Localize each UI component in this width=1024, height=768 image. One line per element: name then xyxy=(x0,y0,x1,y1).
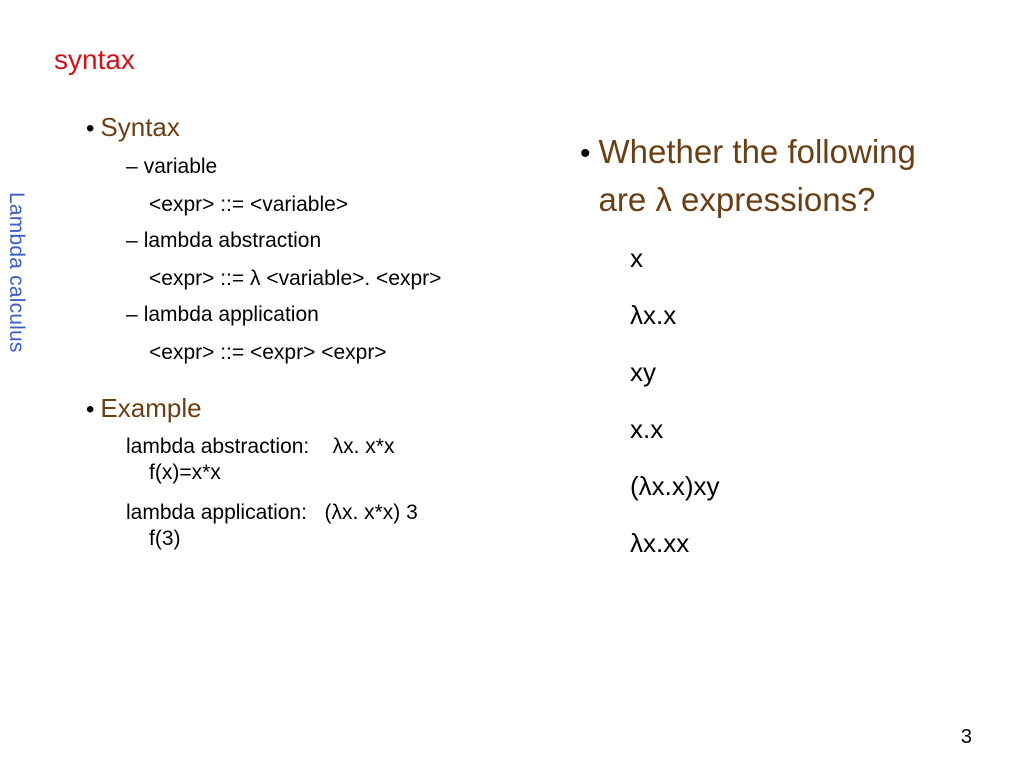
left-column xyxy=(86,112,546,552)
expression-item: (λx.x)xy xyxy=(630,471,720,501)
expression-item: x.x xyxy=(630,414,664,444)
right-column xyxy=(580,128,1000,572)
bullet-icon: • xyxy=(86,396,95,423)
expression-item: xy xyxy=(630,357,656,387)
expression-item: x xyxy=(630,243,643,273)
question-line-2: are λ expressions? xyxy=(598,181,876,218)
slide-title: syntax xyxy=(54,44,135,75)
side-title: Lambda calculus xyxy=(5,192,28,353)
question-bullet xyxy=(580,128,1000,224)
syntax-item xyxy=(126,229,546,253)
dash-icon: – xyxy=(126,303,138,326)
grammar-rule: <expr> ::= λ <variable>. <expr> xyxy=(149,267,442,290)
expression-list xyxy=(630,230,1000,572)
example-function: f(3) xyxy=(149,527,181,550)
syntax-item-label: lambda abstraction xyxy=(143,229,322,252)
example-item xyxy=(126,434,546,486)
example-bullet xyxy=(86,393,546,424)
syntax-item-label: variable xyxy=(143,155,218,178)
syntax-item-label: lambda application xyxy=(143,303,319,326)
page-number: 3 xyxy=(960,726,972,748)
syntax-heading: Syntax xyxy=(100,112,180,142)
grammar-rule: <expr> ::= <variable> xyxy=(149,193,349,216)
bullet-icon: • xyxy=(580,137,591,170)
example-line: lambda application: (λx. x*x) 3 xyxy=(126,501,418,524)
syntax-bullet xyxy=(86,112,546,143)
syntax-item xyxy=(126,303,546,327)
expression-item: λx.xx xyxy=(630,528,690,558)
example-heading: Example xyxy=(100,393,202,423)
bullet-icon: • xyxy=(86,115,95,142)
example-line: lambda abstraction: λx. x*x xyxy=(126,435,395,458)
dash-icon: – xyxy=(126,229,138,252)
example-function: f(x)=x*x xyxy=(149,461,221,484)
grammar-rule: <expr> ::= <expr> <expr> xyxy=(149,341,387,364)
syntax-item xyxy=(126,155,546,179)
expression-item: λx.x xyxy=(630,300,677,330)
example-item xyxy=(126,500,546,552)
question-text xyxy=(599,128,916,224)
question-line-1: Whether the following xyxy=(598,133,916,170)
dash-icon: – xyxy=(126,155,138,178)
